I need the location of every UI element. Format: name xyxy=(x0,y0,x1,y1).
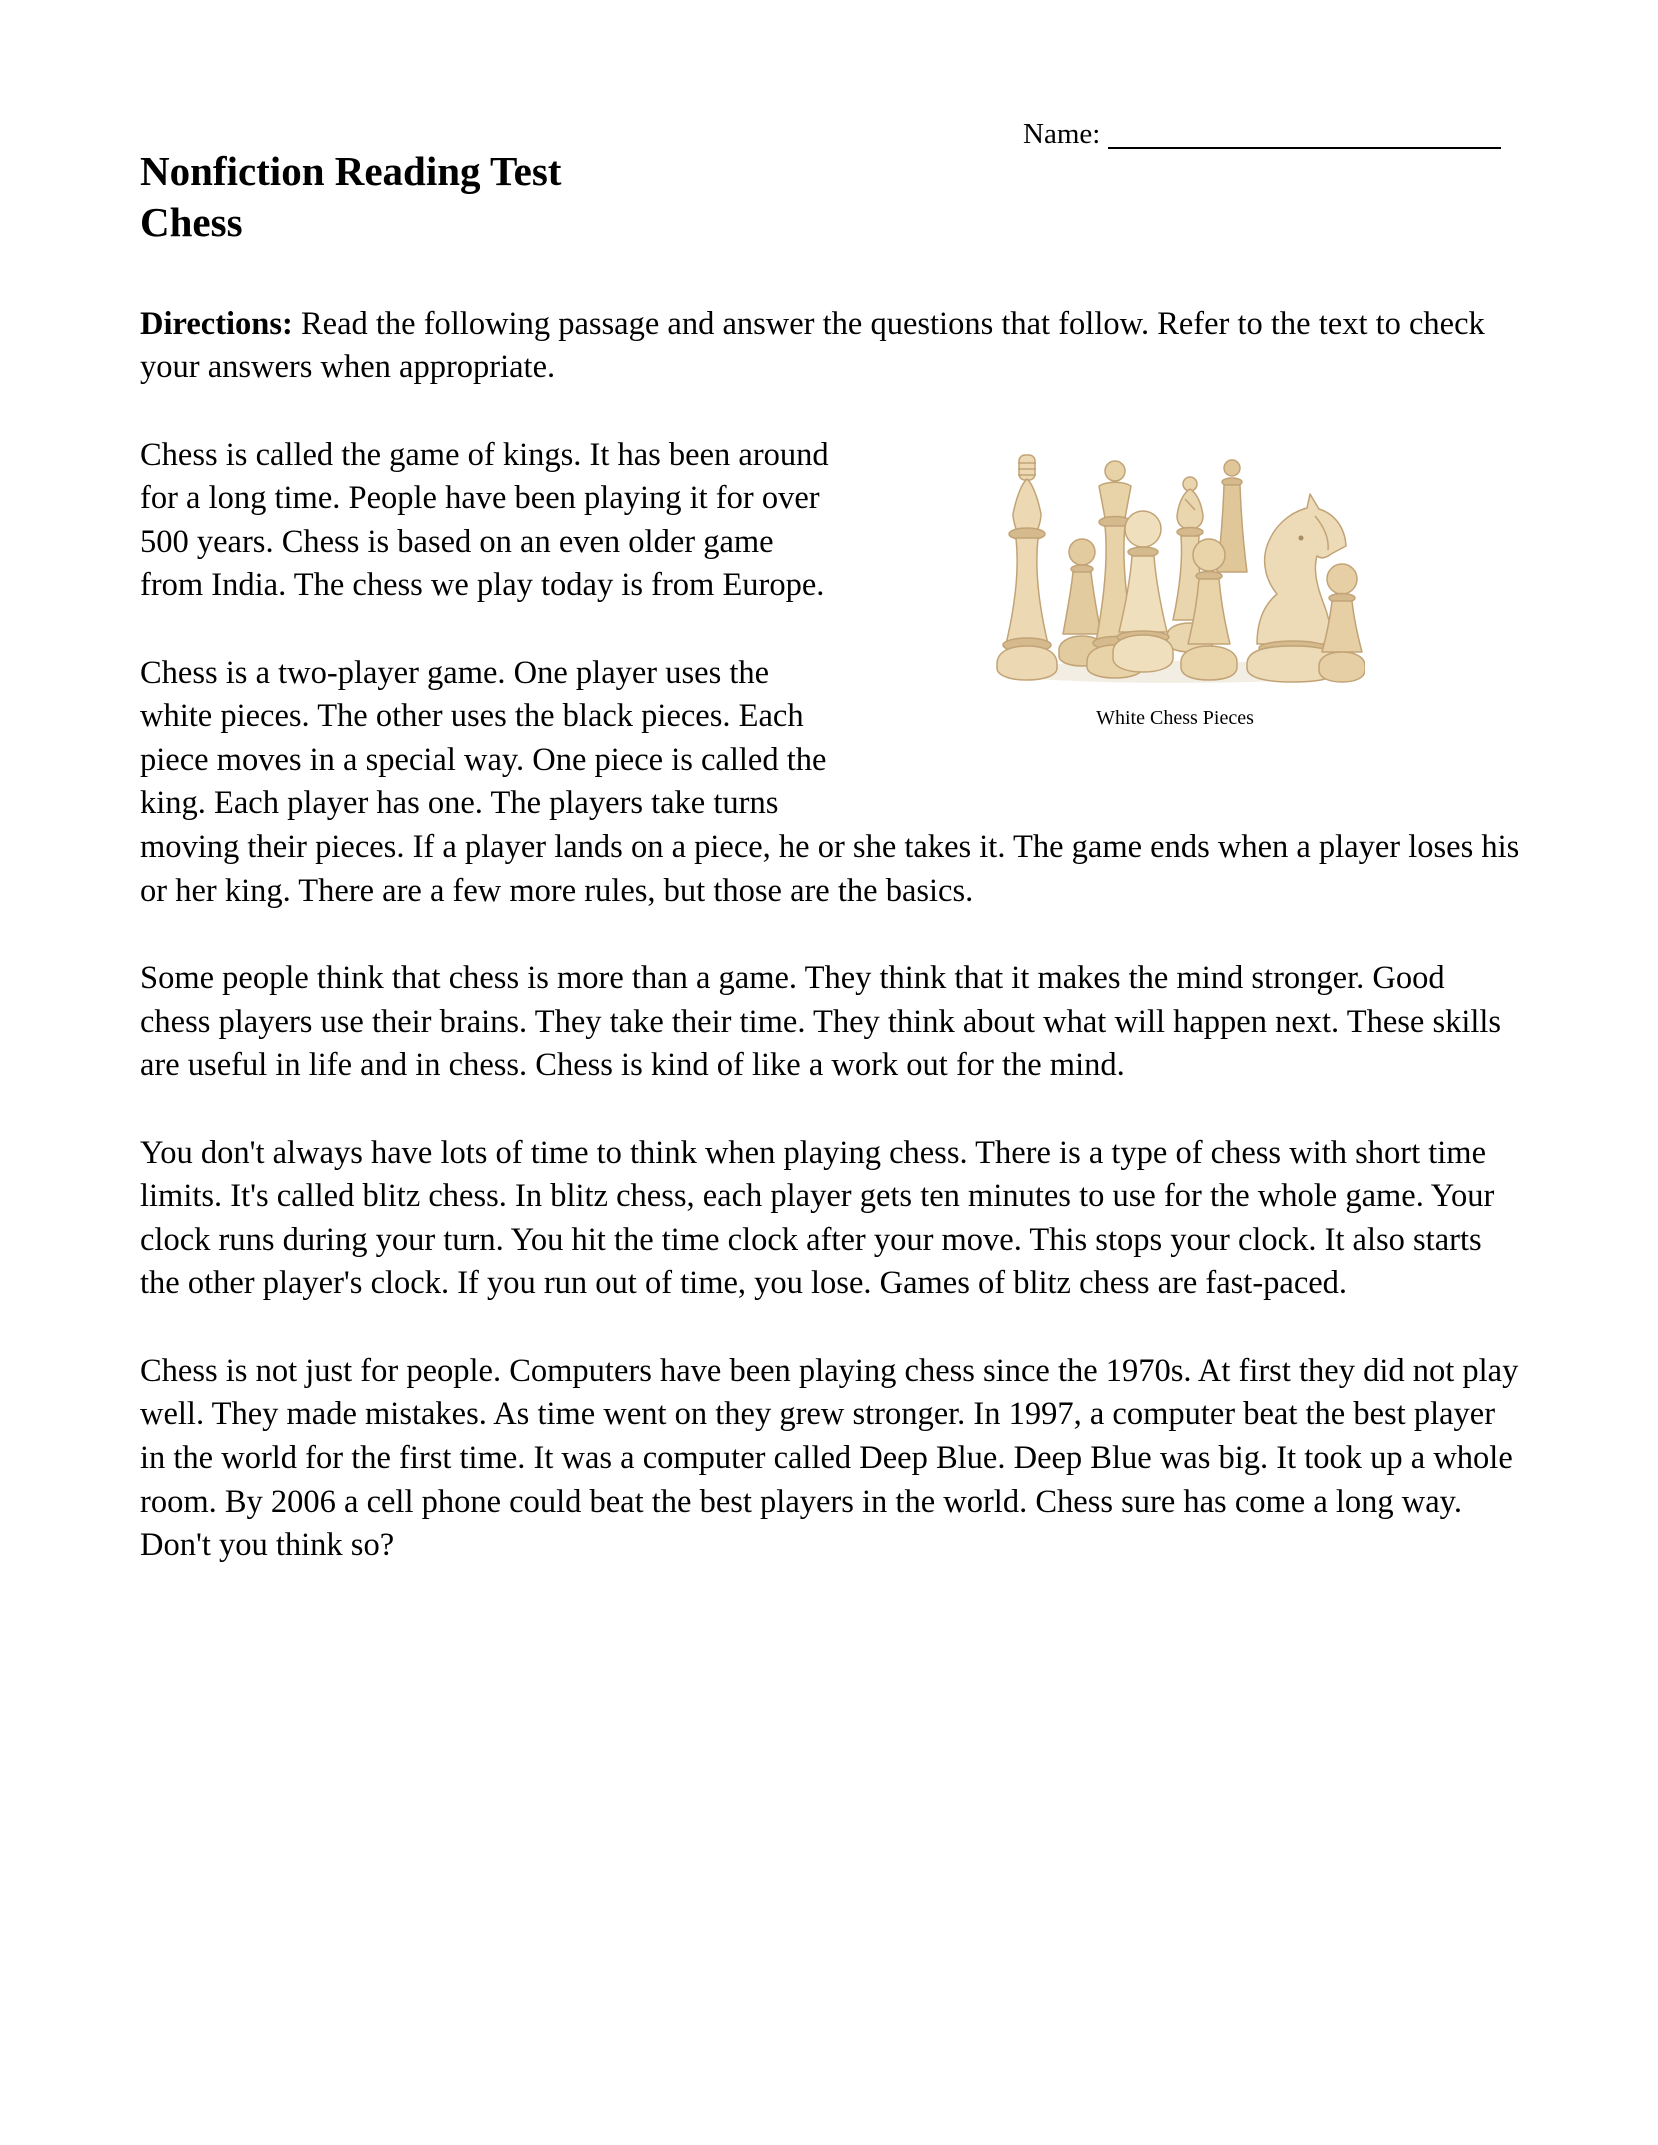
white-chess-pieces-image xyxy=(985,452,1365,684)
name-label: Name: xyxy=(1023,118,1101,150)
directions xyxy=(140,303,1520,390)
paragraph-1: Chess is called the game of kings. It has been around for a long time. People have been playing it for over 500 years. Chess is based on an even older game from India. The chess we play today is from Europe. xyxy=(140,436,829,604)
name-row xyxy=(1023,118,1501,151)
title-test-type: Nonfiction Reading Test xyxy=(140,148,562,194)
chess-photo-figure xyxy=(830,452,1520,730)
paragraph-2: Chess is a two-player game. One player uses the white pieces. The other uses the black pieces. Each piece moves in a special way. One piece is called the king. Each player has one. The players take turns moving their pieces. If a player lands on a piece, he or she takes it. The game ends when a player loses his or her king. There are a few more rules, but those are the basics. xyxy=(140,654,1520,909)
paragraph-5: Chess is not just for people. Computers have been playing chess since the 1970s. At first they did not play well. They made mistakes. As time went on they grew stronger. In 1997, a computer beat the best player in the world for the first time. It was a computer called Deep Blue. Deep Blue was big. It took up a whole room. By 2006 a cell phone could beat the best players in the world. Chess sure has come a long way. Don't you think so? xyxy=(140,1352,1519,1564)
paragraph-3: Some people think that chess is more than a game. They think that it makes the mind stronger. Good chess players use their brains. They take their time. They think about what will happen next. These skills are useful in life and in chess. Chess is kind of like a work out for the mind. xyxy=(140,960,1502,1084)
figure-caption: White Chess Pieces xyxy=(1096,706,1254,729)
directions-text: Read the following passage and answer the questions that follow. Refer to the text to check your answers when appropriate. xyxy=(140,305,1485,386)
paragraph-4: You don't always have lots of time to think when playing chess. There is a type of chess with short time limits. It's called blitz chess. In blitz chess, each player gets ten minutes to use for the whole game. Your clock runs during your turn. You hit the time clock after your move. This stops your clock. It also starts the other player's clock. If you run out of time, you lose. Games of blitz chess are fast-paced. xyxy=(140,1134,1495,1302)
directions-label: Directions: xyxy=(140,305,293,342)
title-topic: Chess xyxy=(140,199,243,246)
name-blank-line xyxy=(1108,125,1501,149)
passage xyxy=(140,434,1520,1568)
